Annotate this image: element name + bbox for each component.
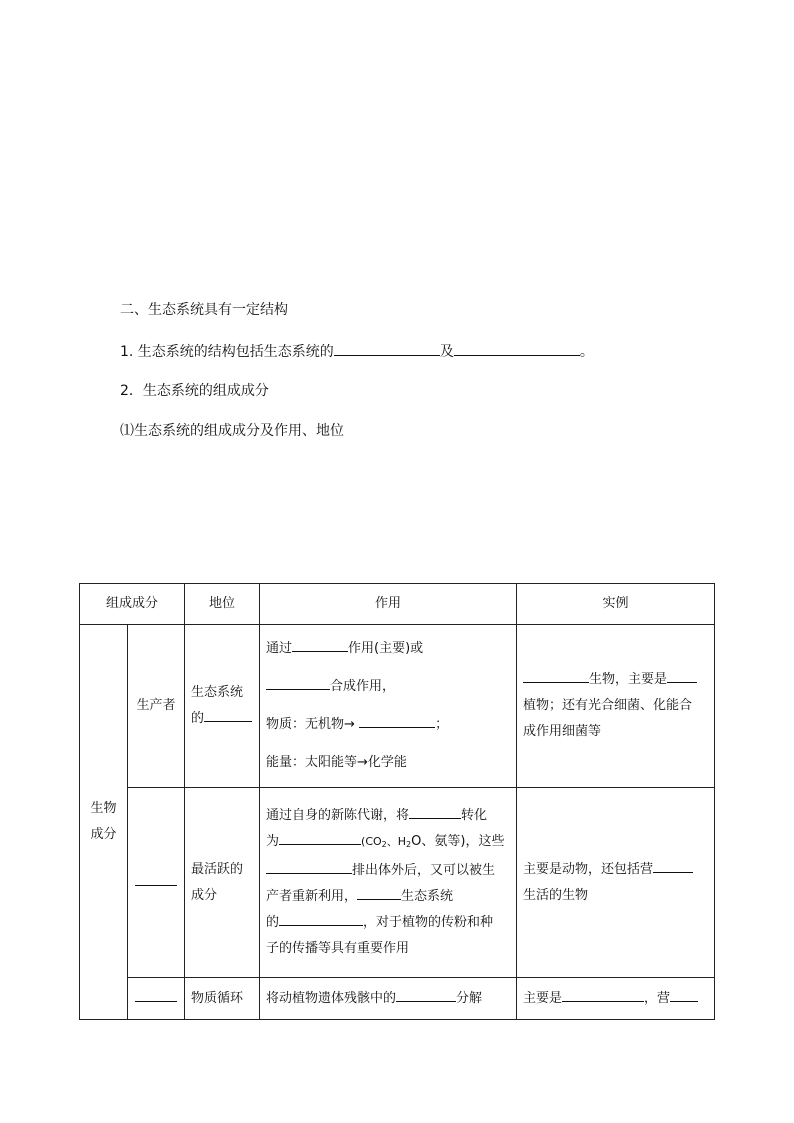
producer-role-line-2 — [266, 674, 510, 700]
consumer-role-5b: ，对于植物的传粉和种 — [363, 915, 494, 930]
producer-status-2: 的 — [191, 711, 205, 726]
consumer-role-blank-5[interactable] — [279, 913, 363, 926]
producer-row — [80, 625, 715, 788]
decomposer-role-blank[interactable] — [396, 989, 456, 1002]
header-role: 作用 — [260, 584, 517, 625]
consumer-role-2-paren — [361, 835, 411, 848]
decomposer-status: 物质循环 — [185, 978, 260, 1020]
consumer-role-blank-4[interactable] — [357, 887, 401, 900]
question-1 — [120, 341, 594, 362]
producer-role-blank-3[interactable] — [359, 715, 435, 728]
producer-role-blank-1[interactable] — [292, 639, 348, 652]
producer-example-3: 成作用细菌等 — [523, 724, 602, 739]
producer-role — [260, 625, 517, 788]
consumer-role-line-2 — [266, 829, 510, 858]
decomposer-name-blank[interactable] — [135, 989, 177, 1002]
consumer-role-1b: 转化 — [461, 808, 488, 823]
producer-role-3: 物质：无机物→ — [266, 717, 355, 732]
section-heading: 二、生态系统具有一定结构 — [120, 302, 288, 318]
consumer-name-blank[interactable] — [135, 873, 177, 886]
consumer-role-blank-2[interactable] — [279, 832, 361, 845]
producer-role-line-1 — [266, 636, 510, 662]
consumer-role-6: 子的传播等具有重要作用 — [266, 941, 410, 956]
header-component: 组成成分 — [80, 584, 185, 625]
co2-subscript: 2 — [381, 840, 387, 849]
group-label-cell — [80, 625, 128, 1020]
consumer-role-2d: O、氨等)，这些 — [411, 834, 505, 849]
producer-example-line-1 — [523, 667, 708, 693]
producer-example — [517, 625, 715, 788]
producer-role-1a: 通过 — [266, 641, 293, 656]
decomposer-role — [260, 978, 517, 1020]
consumer-role-4a: 产者重新利用， — [266, 889, 358, 904]
question-3: ⑴生态系统的组成成分及作用、地位 — [120, 423, 344, 439]
q1-end: 。 — [579, 344, 594, 360]
producer-status-1: 生态系统 — [191, 685, 244, 700]
ecosystem-components-table — [79, 583, 715, 1020]
consumer-role-2a: 为 — [266, 834, 280, 849]
question-2: 2．生态系统的组成成分 — [120, 383, 269, 399]
consumer-example-2: 生活的生物 — [523, 887, 589, 903]
consumer-role-2c: 、H — [386, 835, 407, 848]
decomposer-example-a: 主要是 — [523, 990, 563, 1006]
group-label-2: 成分 — [90, 827, 117, 842]
producer-status-line-2 — [191, 706, 253, 732]
producer-example-blank-2[interactable] — [667, 670, 697, 683]
consumer-role-2b: (CO — [361, 835, 382, 848]
decomposer-example-blank-1[interactable] — [562, 989, 644, 1002]
consumer-role-line-1 — [266, 803, 510, 829]
consumer-status — [185, 788, 260, 978]
decomposer-row — [80, 978, 715, 1020]
producer-role-line-3 — [266, 712, 510, 738]
decomposer-role-b: 分解 — [456, 990, 483, 1006]
consumer-role-3: 排出体外后，又可以被生 — [352, 863, 496, 878]
producer-role-4: 能量：太阳能等→化学能 — [266, 755, 407, 770]
producer-example-blank-1[interactable] — [523, 670, 589, 683]
consumer-role-blank-1[interactable] — [409, 806, 461, 819]
h2o-subscript: 2 — [406, 840, 412, 849]
producer-role-3-end: ； — [435, 717, 449, 732]
decomposer-role-a: 将动植物遗体残骸中的 — [266, 990, 397, 1006]
producer-role-1b: 作用(主要)或 — [348, 641, 424, 656]
q1-blank-2[interactable] — [454, 341, 580, 356]
consumer-status-1: 最活跃的 — [191, 861, 244, 877]
consumer-role-line-3 — [266, 858, 510, 884]
consumer-example-blank[interactable] — [653, 860, 693, 873]
consumer-role — [260, 788, 517, 978]
consumer-role-blank-3[interactable] — [266, 861, 352, 874]
decomposer-role-line — [266, 986, 510, 1012]
producer-status — [185, 625, 260, 788]
producer-example-2: 植物；还有光合细菌、化能合 — [523, 698, 693, 713]
consumer-status-2: 成分 — [191, 887, 218, 903]
consumer-role-line-5 — [266, 910, 510, 936]
consumer-name-cell — [128, 788, 185, 978]
decomposer-example-blank-2[interactable] — [670, 989, 698, 1002]
header-row — [80, 584, 715, 625]
consumer-example-line-1 — [523, 857, 708, 883]
consumer-example-1: 主要是动物，还包括营 — [523, 861, 654, 877]
consumer-role-line-4 — [266, 884, 510, 910]
consumer-example — [517, 788, 715, 978]
decomposer-example-line — [523, 986, 708, 1012]
header-example: 实例 — [517, 584, 715, 625]
decomposer-example — [517, 978, 715, 1020]
q1-blank-1[interactable] — [334, 341, 440, 356]
consumer-row — [80, 788, 715, 978]
producer-status-blank[interactable] — [204, 709, 252, 722]
q1-prefix: 1. 生态系统的结构包括生态系统的 — [120, 344, 334, 360]
producer-name: 生产者 — [128, 625, 185, 788]
consumer-role-4b: 生态系统 — [401, 889, 454, 904]
producer-role-blank-2[interactable] — [266, 677, 330, 690]
producer-example-1a: 生物，主要是 — [589, 672, 668, 687]
q1-mid: 及 — [439, 344, 454, 360]
consumer-role-1a: 通过自身的新陈代谢，将 — [266, 808, 410, 823]
group-label-1: 生物 — [90, 801, 117, 816]
decomposer-name-cell — [128, 978, 185, 1020]
consumer-role-5a: 的 — [266, 915, 280, 930]
header-status: 地位 — [185, 584, 260, 625]
producer-role-2: 合成作用， — [330, 679, 396, 694]
decomposer-example-b: ，营 — [644, 990, 671, 1006]
